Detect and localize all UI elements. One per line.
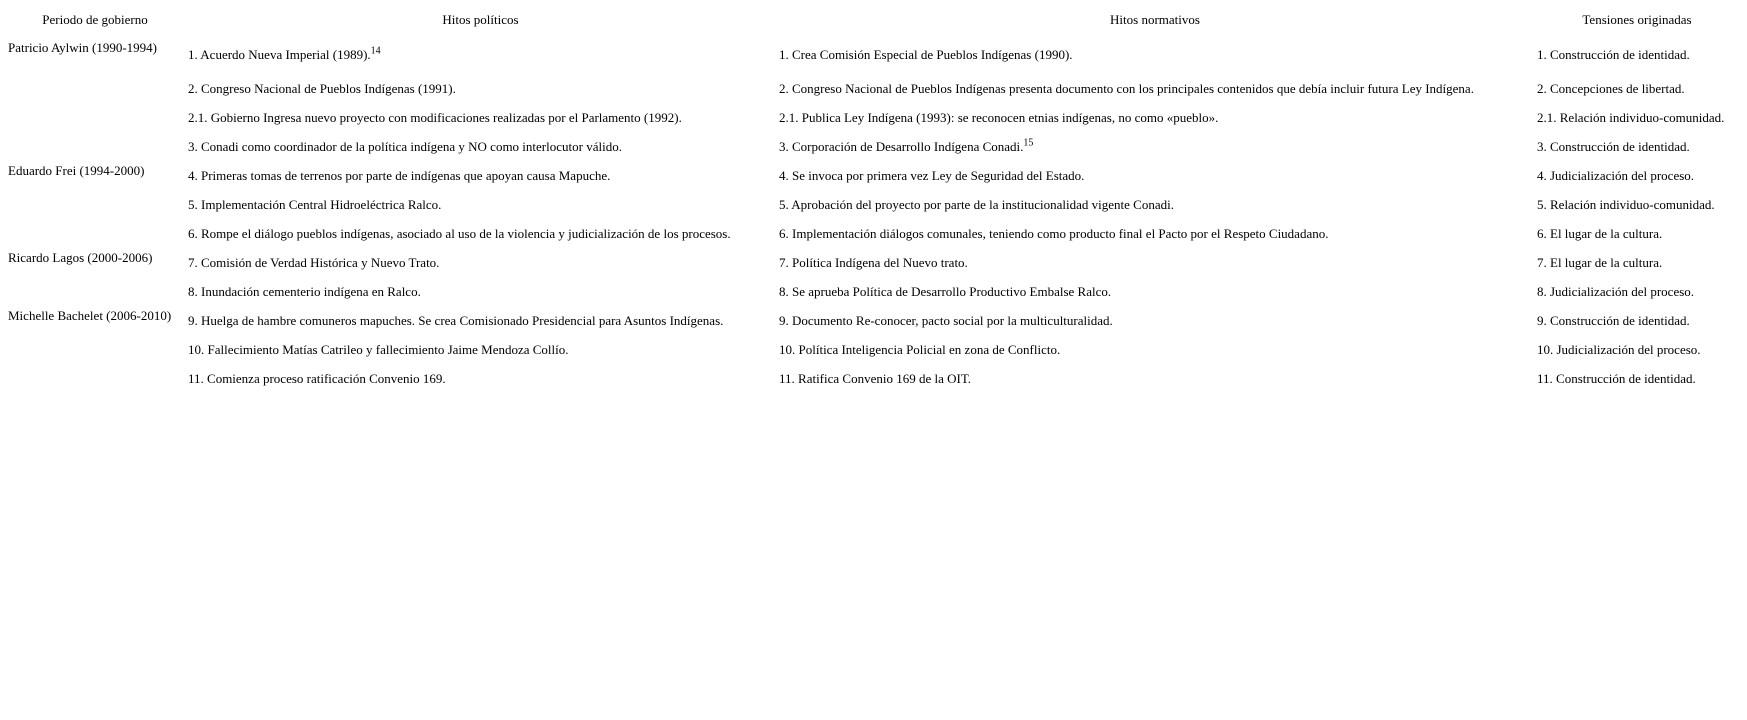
table-row <box>6 277 1739 306</box>
footnote-ref: 14 <box>370 45 381 57</box>
table-row <box>6 74 1739 103</box>
hito-normativo-text: 11. Ratifica Convenio 169 de la OIT. <box>779 370 972 386</box>
tension-cell: 4. Judicialización del proceso. <box>1537 167 1695 183</box>
header-hitos-normativos: Hitos normativos <box>1110 12 1200 27</box>
hito-normativo-cell <box>777 335 1533 364</box>
hito-normativo-text: 4. Se invoca por primera vez Ley de Seguridad del Estado. <box>779 167 1085 183</box>
hito-normativo-text: 2.1. Publica Ley Indígena (1993): se reconocen etnias indígenas, no como «pueblo». <box>779 109 1219 125</box>
hito-normativo-cell <box>777 36 1533 74</box>
hitos-table <box>4 8 1741 393</box>
hito-politico-cell <box>186 248 775 277</box>
hito-normativo-text: 10. Política Inteligencia Policial en zona de Conflicto. <box>779 341 1061 357</box>
hito-politico-text: 5. Implementación Central Hidroeléctrica Ralco. <box>188 196 442 212</box>
periodo-cell <box>6 74 184 103</box>
header-tensiones: Tensiones originadas <box>1582 12 1692 27</box>
hito-normativo-cell <box>777 190 1533 219</box>
hito-normativo-cell <box>777 277 1533 306</box>
hito-politico-text: 1. Acuerdo Nueva Imperial (1989). <box>188 47 371 62</box>
table-row <box>6 248 1739 277</box>
tension-cell: 2.1. Relación individuo-comunidad. <box>1537 109 1725 125</box>
hito-normativo-text: 3. Corporación de Desarrollo Indígena Conadi. <box>779 138 1024 154</box>
hito-politico-cell <box>186 74 775 103</box>
header-periodo: Periodo de gobierno <box>42 12 148 27</box>
hito-normativo-text: 2. Congreso Nacional de Pueblos Indígenas presenta documento con los principales contenidos que debía incluir futura Ley Indígena. <box>779 80 1474 96</box>
tension-cell: 11. Construcción de identidad. <box>1537 370 1696 386</box>
table-row <box>6 364 1739 393</box>
hito-normativo-cell <box>777 132 1533 161</box>
hito-politico-text: 2. Congreso Nacional de Pueblos Indígenas (1991). <box>188 80 456 96</box>
hito-normativo-cell <box>777 306 1533 335</box>
hito-politico-cell <box>186 190 775 219</box>
hito-politico-cell <box>186 306 775 335</box>
periodo-cell <box>6 190 184 219</box>
hito-normativo-cell <box>777 74 1533 103</box>
footnote-ref: 15 <box>1023 137 1034 149</box>
hito-normativo-text: 7. Política Indígena del Nuevo trato. <box>779 254 968 270</box>
table-row <box>6 335 1739 364</box>
hito-politico-cell <box>186 364 775 393</box>
tension-cell: 5. Relación individuo-comunidad. <box>1537 196 1715 212</box>
periodo-cell: Michelle Bachelet (2006-2010) <box>8 308 172 323</box>
hito-normativo-text: 5. Aprobación del proyecto por parte de la institucionalidad vigente Conadi. <box>779 196 1174 212</box>
header-row <box>6 8 1739 36</box>
hito-politico-cell <box>186 103 775 132</box>
hito-normativo-cell <box>777 103 1533 132</box>
table-row <box>6 190 1739 219</box>
hito-politico-text: 7. Comisión de Verdad Histórica y Nuevo Trato. <box>188 254 440 270</box>
hito-normativo-cell <box>777 219 1533 248</box>
periodo-cell: Ricardo Lagos (2000-2006) <box>8 250 153 265</box>
tension-cell: 2. Concepciones de libertad. <box>1537 80 1685 96</box>
hito-politico-text: 9. Huelga de hambre comuneros mapuches. Se crea Comisionado Presidencial para Asuntos Indígenas. <box>188 312 724 328</box>
table-header <box>6 8 1739 36</box>
tension-cell: 7. El lugar de la cultura. <box>1537 254 1663 270</box>
tension-cell: 8. Judicialización del proceso. <box>1537 283 1695 299</box>
table-row <box>6 161 1739 190</box>
hito-politico-cell <box>186 161 775 190</box>
hito-normativo-text: 1. Crea Comisión Especial de Pueblos Indígenas (1990). <box>779 47 1073 62</box>
hito-politico-cell <box>186 36 775 74</box>
hito-normativo-cell <box>777 364 1533 393</box>
tension-cell: 10. Judicialización del proceso. <box>1537 341 1701 357</box>
hito-politico-text: 4. Primeras tomas de terrenos por parte de indígenas que apoyan causa Mapuche. <box>188 167 611 183</box>
hito-normativo-text: 6. Implementación diálogos comunales, teniendo como producto final el Pacto por el Respeto Ciudadano. <box>779 225 1329 241</box>
tension-cell: 6. El lugar de la cultura. <box>1537 225 1663 241</box>
tension-cell: 3. Construcción de identidad. <box>1537 138 1690 154</box>
table-row <box>6 306 1739 335</box>
hito-normativo-cell <box>777 161 1533 190</box>
periodo-cell <box>6 364 184 393</box>
periodo-cell: Patricio Aylwin (1990-1994) <box>8 40 158 55</box>
periodo-cell <box>6 132 184 161</box>
tension-cell: 9. Construcción de identidad. <box>1537 312 1690 328</box>
hito-politico-text: 8. Inundación cementerio indígena en Ralco. <box>188 283 421 299</box>
hito-politico-cell <box>186 219 775 248</box>
periodo-cell <box>6 103 184 132</box>
table-row <box>6 219 1739 248</box>
periodo-cell <box>6 335 184 364</box>
hito-politico-text: 2.1. Gobierno Ingresa nuevo proyecto con modificaciones realizadas por el Parlamento (1992). <box>188 109 682 125</box>
hito-politico-text: 10. Fallecimiento Matías Catrileo y fallecimiento Jaime Mendoza Collío. <box>188 341 569 357</box>
hito-politico-text: 11. Comienza proceso ratificación Convenio 169. <box>188 370 446 386</box>
table-row <box>6 132 1739 161</box>
hito-politico-cell <box>186 335 775 364</box>
table-row <box>6 36 1739 74</box>
hito-normativo-text: 8. Se aprueba Política de Desarrollo Productivo Embalse Ralco. <box>779 283 1112 299</box>
periodo-cell <box>6 219 184 248</box>
hito-politico-text: 3. Conadi como coordinador de la política indígena y NO como interlocutor válido. <box>188 138 622 154</box>
header-hitos-politicos: Hitos políticos <box>442 12 519 27</box>
tension-cell: 1. Construcción de identidad. <box>1537 47 1690 62</box>
hito-normativo-cell <box>777 248 1533 277</box>
table-body <box>6 36 1739 393</box>
hito-politico-cell <box>186 277 775 306</box>
hito-politico-cell <box>186 132 775 161</box>
table-row <box>6 103 1739 132</box>
hito-normativo-text: 9. Documento Re-conocer, pacto social por la multiculturalidad. <box>779 312 1113 328</box>
periodo-cell <box>6 277 184 306</box>
hito-politico-text: 6. Rompe el diálogo pueblos indígenas, asociado al uso de la violencia y judicialización de los procesos. <box>188 225 731 241</box>
periodo-cell: Eduardo Frei (1994-2000) <box>8 163 145 178</box>
